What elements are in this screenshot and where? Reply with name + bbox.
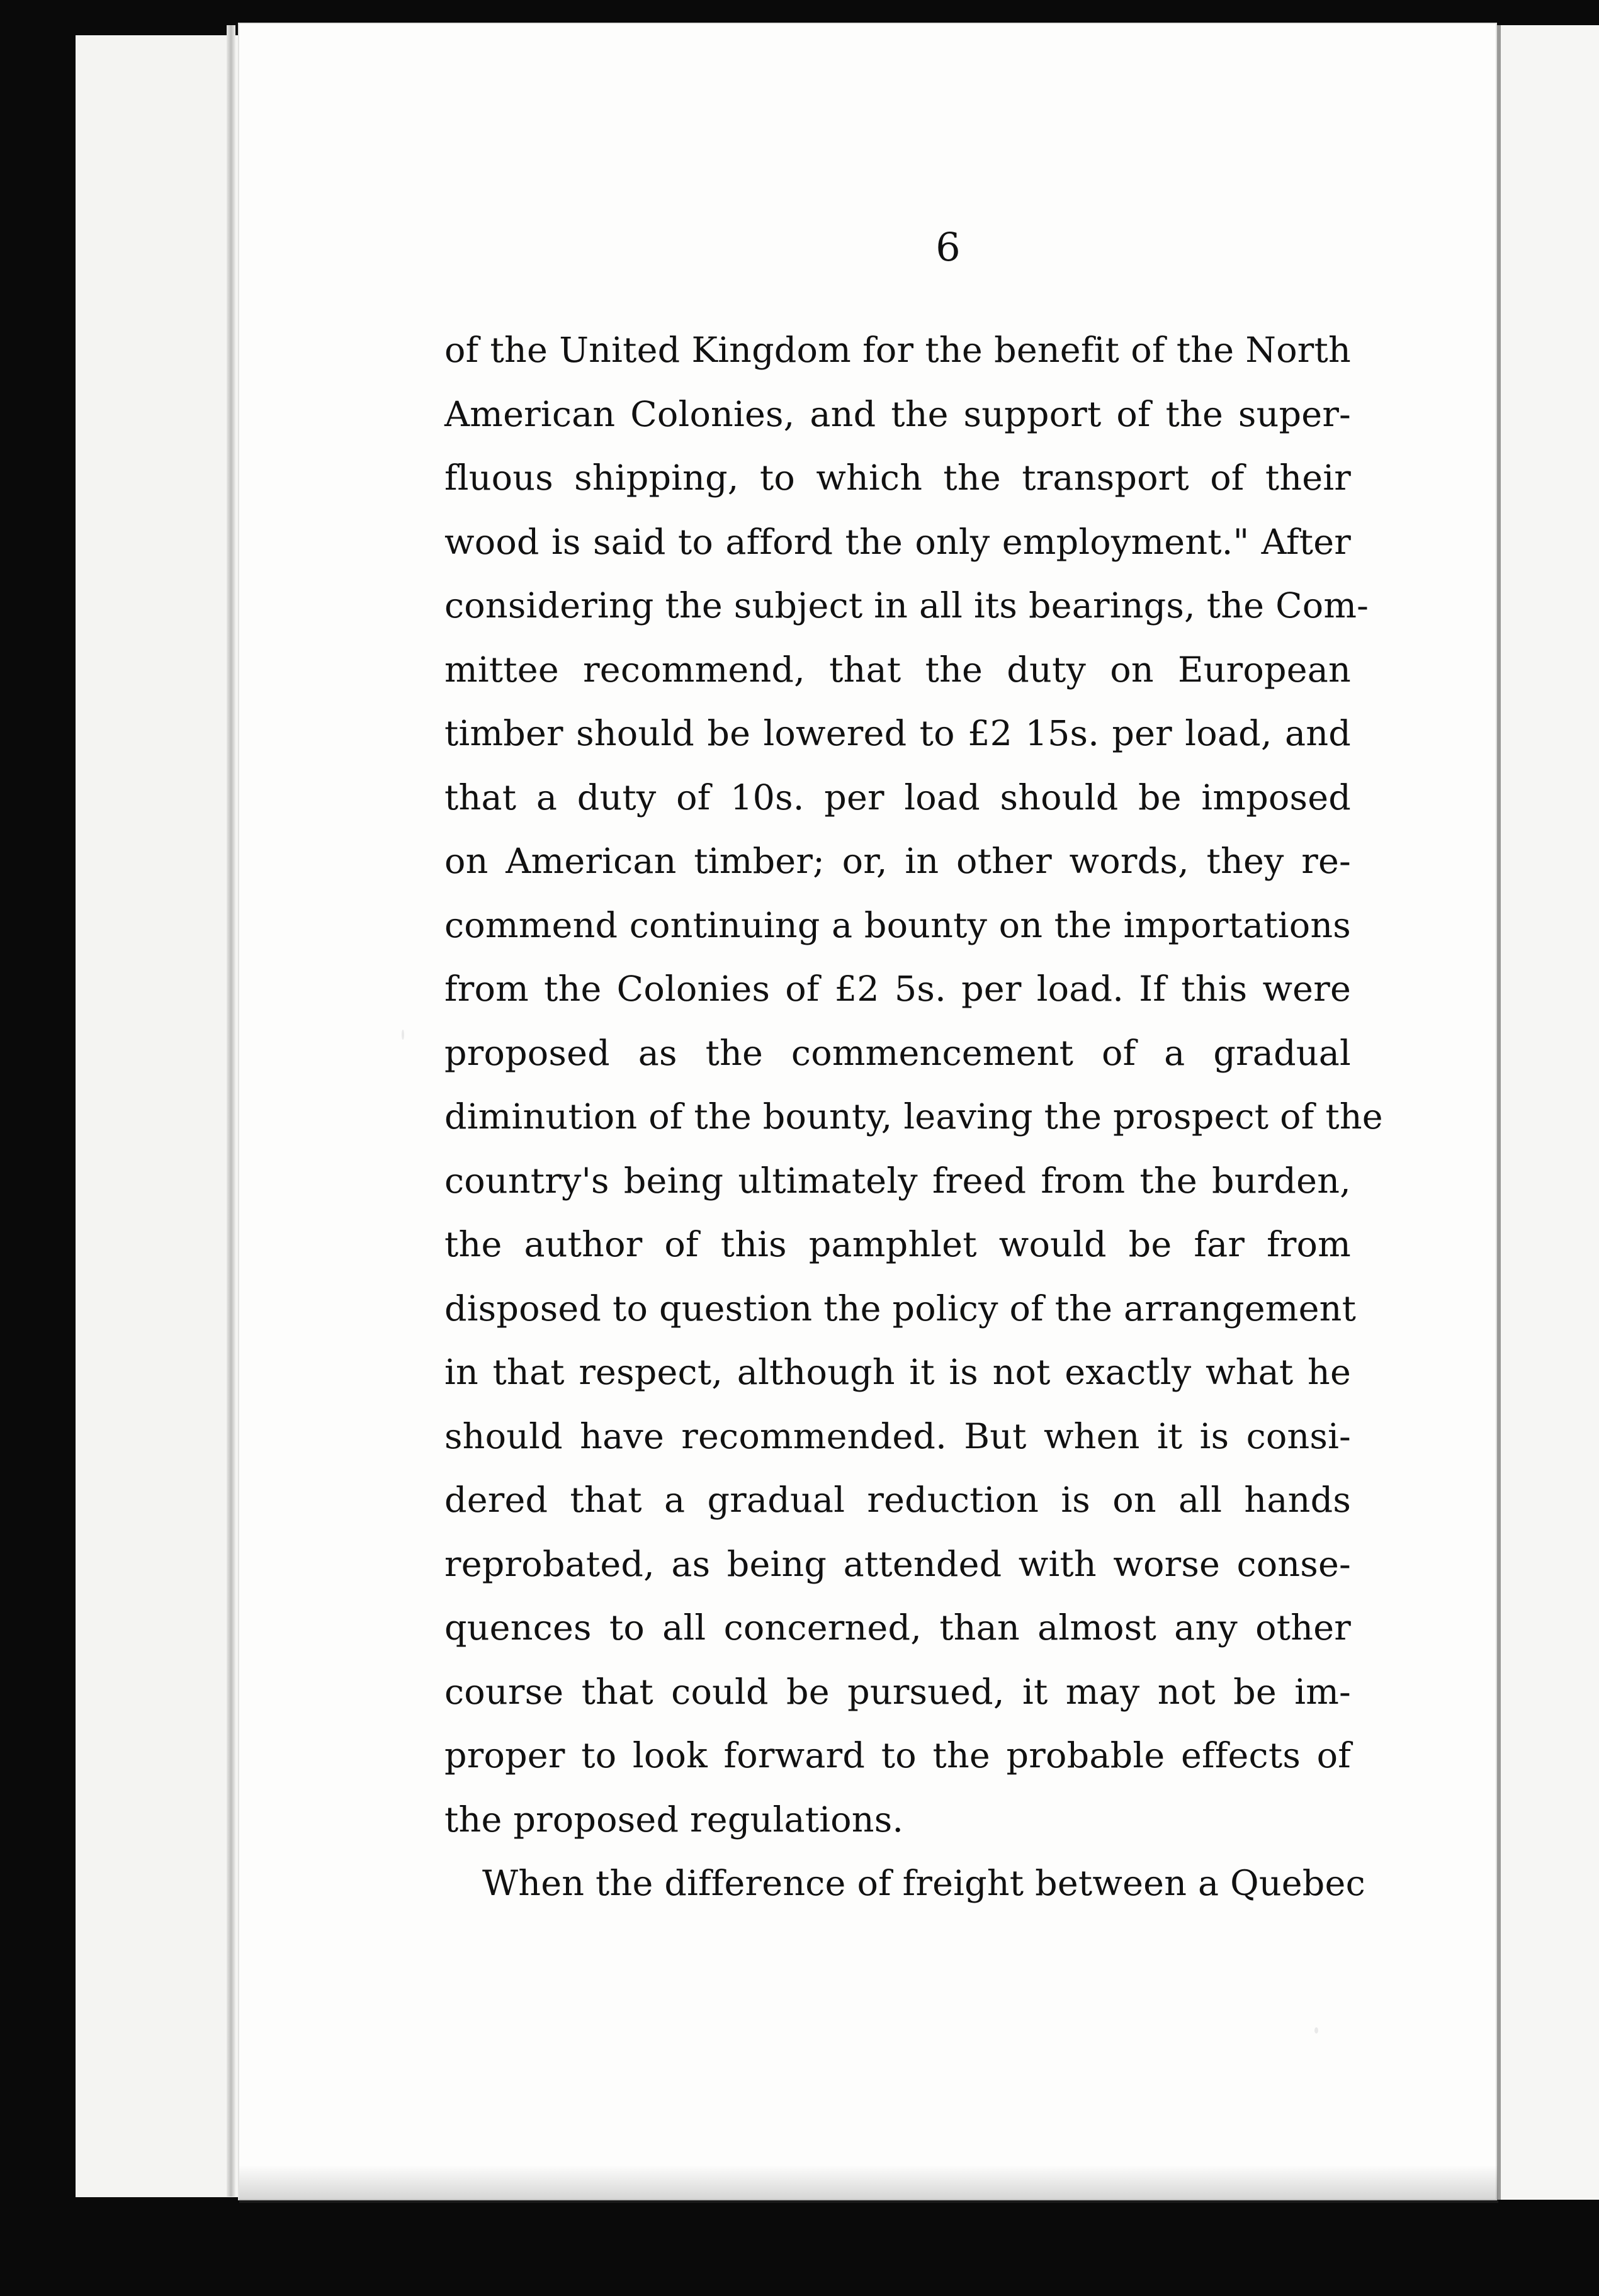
text-line: diminution of the bounty, leaving the prospect of the (444, 1096, 1383, 1137)
text-line: mittee recommend, that the duty on European (444, 649, 1351, 690)
text-line: in that respect, although it is not exactly what he (444, 1352, 1351, 1393)
text-line: that a duty of 10s. per load should be imposed (444, 777, 1351, 818)
paper-speck (1314, 2027, 1318, 2034)
facing-page-right (1497, 25, 1599, 2200)
text-line: considering the subject in all its bearings, the Com- (444, 585, 1369, 626)
text-line: should have recommended. But when it is consi- (444, 1415, 1351, 1457)
text-line: dered that a gradual reduction is on all hands (444, 1480, 1351, 1521)
book-page (238, 23, 1497, 2200)
text-line: American Colonies, and the support of the super- (444, 393, 1351, 435)
text-line: the author of this pamphlet would be far from (444, 1224, 1351, 1265)
text-line: disposed to question the policy of the arrangement (444, 1288, 1357, 1329)
text-line: timber should be lowered to £2 15s. per load, and (444, 713, 1351, 754)
text-line: quences to all concerned, than almost any other (444, 1607, 1351, 1648)
page-bottom-shadow (239, 2165, 1498, 2203)
paper-speck (402, 1030, 404, 1040)
text-line: proposed as the commencement of a gradual (444, 1032, 1351, 1074)
gutter-edge (227, 25, 235, 2197)
text-line: When the difference of freight between a Quebec (482, 1863, 1365, 1904)
text-line: on American timber; or, in other words, they re- (444, 841, 1351, 882)
text-line: wood is said to afford the only employment." After (444, 521, 1351, 563)
facing-page-left (76, 35, 241, 2197)
text-line: commend continuing a bounty on the importations (444, 904, 1351, 946)
text-line: country's being ultimately freed from the burden, (444, 1160, 1351, 1201)
text-line: from the Colonies of £2 5s. per load. If this were (444, 969, 1351, 1010)
text-line: the proposed regulations. (444, 1799, 904, 1840)
text-line: reprobated, as being attended with worse conse- (444, 1543, 1351, 1585)
body-text (444, 318, 1383, 1916)
text-line: of the United Kingdom for the benefit of the North (444, 330, 1351, 371)
page-number: 6 (935, 224, 961, 270)
text-line: course that could be pursued, it may not be im- (444, 1671, 1351, 1713)
text-line: fluous shipping, to which the transport of their (444, 458, 1351, 498)
text-line: proper to look forward to the probable effects of (444, 1735, 1351, 1776)
